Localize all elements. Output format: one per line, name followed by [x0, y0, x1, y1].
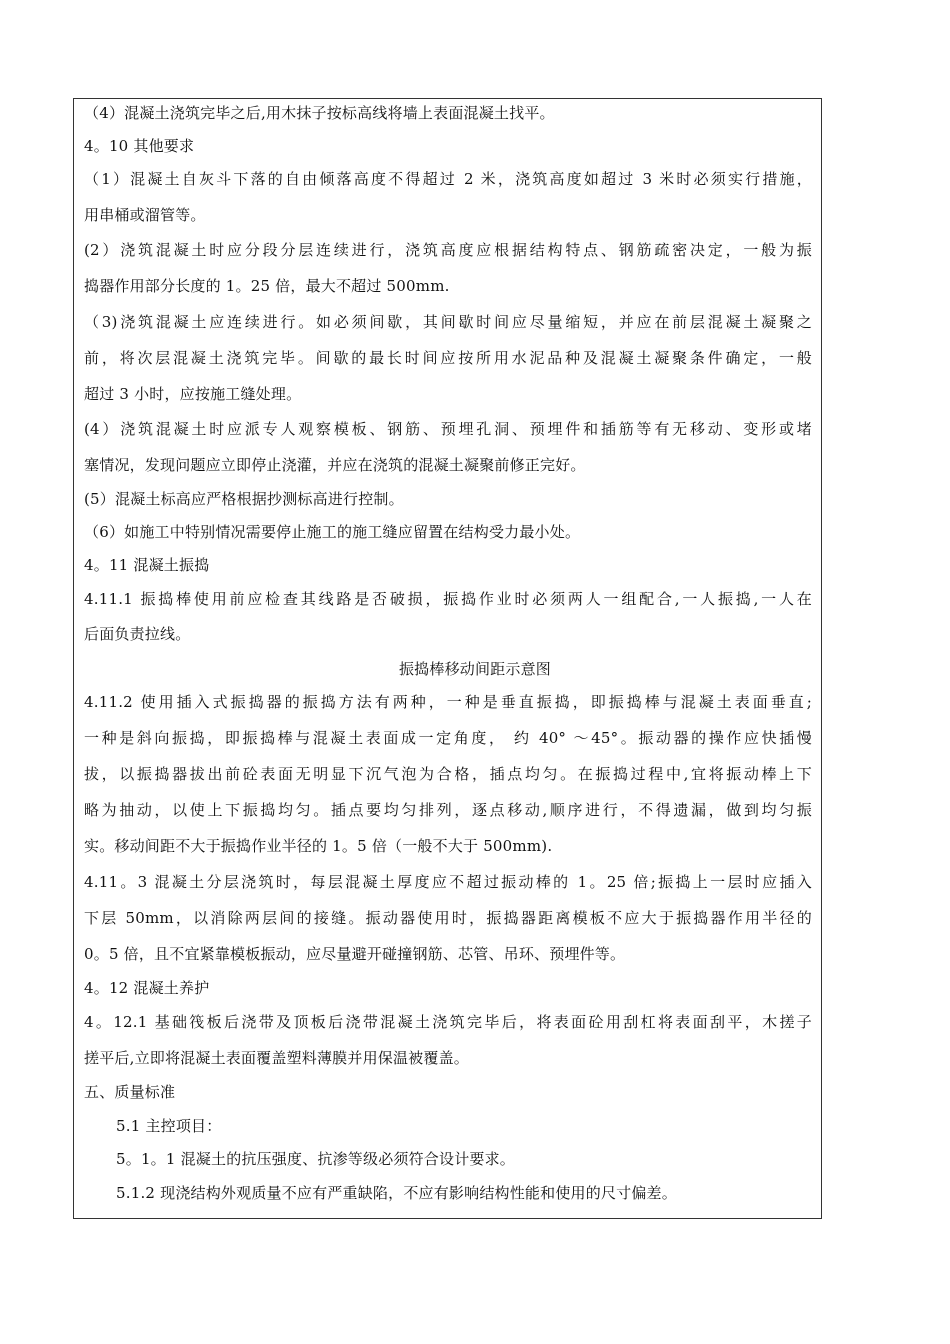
- text-line: 4.11.2 使用插入式振捣器的振捣方法有两种，一种是垂直振捣，即振捣棒与混凝土表面垂直;: [84, 693, 812, 711]
- text-line: (4）浇筑混凝土时应派专人观察模板、钢筋、预埋孔洞、预埋件和插筋等有无移动、变形或堵: [84, 420, 812, 438]
- section-heading: 4。11 混凝土振捣: [84, 556, 210, 574]
- text-line: 下层 50mm，以消除两层间的接缝。振动器使用时，振捣器距离模板不应大于振捣器作用半径的: [84, 909, 812, 927]
- text-line: 用串桶或溜管等。: [84, 206, 206, 224]
- subsection-heading: 5.1 主控项目：: [116, 1117, 222, 1135]
- text-line: 略为抽动，以使上下振捣均匀。插点要均匀排列，逐点移动,顺序进行，不得遗漏，做到均匀振: [84, 801, 812, 819]
- text-line: （3)浇筑混凝土应连续进行。如必须间歇，其间歇时间应尽量缩短，并应在前层混凝土凝聚之: [84, 313, 812, 331]
- text-line: 拔，以振捣器拔出前砼表面无明显下沉气泡为合格，插点均匀。在振捣过程中,宜将振动棒上下: [84, 765, 812, 783]
- text-line: （6）如施工中特别情况需要停止施工的施工缝应留置在结构受力最小处。: [84, 523, 581, 541]
- text-line: 捣器作用部分长度的 1。25 倍，最大不超过 500mm.: [84, 277, 450, 295]
- text-line: 5.1.2 现浇结构外观质量不应有严重缺陷，不应有影响结构性能和使用的尺寸偏差。: [116, 1184, 677, 1202]
- chapter-heading: 五、质量标准: [84, 1083, 176, 1101]
- text-line: 4。12.1 基础筏板后浇带及顶板后浇带混凝土浇筑完毕后，将表面砼用刮杠将表面刮平，木搓子: [84, 1013, 812, 1031]
- text-line: 后面负责拉线。: [84, 625, 191, 643]
- figure-caption: 振捣棒移动间距示意图: [398, 660, 551, 678]
- text-line: 超过 3 小时，应按施工缝处理。: [84, 385, 302, 403]
- text-line: 5。1。1 混凝土的抗压强度、抗渗等级必须符合设计要求。: [116, 1150, 516, 1168]
- text-line: (5）混凝土标高应严格根据抄测标高进行控制。: [84, 490, 404, 508]
- section-heading: 4。12 混凝土养护: [84, 979, 210, 997]
- text-line: 0。5 倍，且不宜紧靠模板振动，应尽量避开碰撞钢筋、芯管、吊环、预埋件等。: [84, 945, 626, 963]
- text-line: 搓平后,立即将混凝土表面覆盖塑料薄膜并用保温被覆盖。: [84, 1049, 469, 1067]
- text-line: (2）浇筑混凝土时应分段分层连续进行，浇筑高度应根据结构特点、钢筋疏密决定，一般为振: [84, 241, 812, 259]
- text-line: 实。移动间距不大于振捣作业半径的 1。5 倍（一般不大于 500mm).: [84, 837, 553, 855]
- text-line: 塞情况，发现问题应立即停止浇灌，并应在浇筑的混凝土凝聚前修正完好。: [84, 456, 586, 474]
- text-line: 4.11。3 混凝土分层浇筑时，每层混凝土厚度应不超过振动棒的 1。25 倍;振捣上一层时应插入: [84, 873, 812, 891]
- section-heading: 4。10 其他要求: [84, 137, 195, 155]
- text-line: （1）混凝土自灰斗下落的自由倾落高度不得超过 2 米，浇筑高度如超过 3 米时必须实行措施，: [84, 170, 812, 188]
- text-line: 4.11.1 振捣棒使用前应检查其线路是否破损，振捣作业时必须两人一组配合,一人振捣,一人在: [84, 590, 812, 608]
- text-line: 一种是斜向振捣，即振捣棒与混凝土表面成一定角度， 约 40° ～45°。振动器的操作应快插慢: [84, 729, 812, 747]
- text-line: （4）混凝土浇筑完毕之后,用木抹子按标高线将墙上表面混凝土找平。: [84, 104, 555, 122]
- text-line: 前，将次层混凝土浇筑完毕。间歇的最长时间应按所用水泥品种及混凝土凝聚条件确定，一般: [84, 349, 812, 367]
